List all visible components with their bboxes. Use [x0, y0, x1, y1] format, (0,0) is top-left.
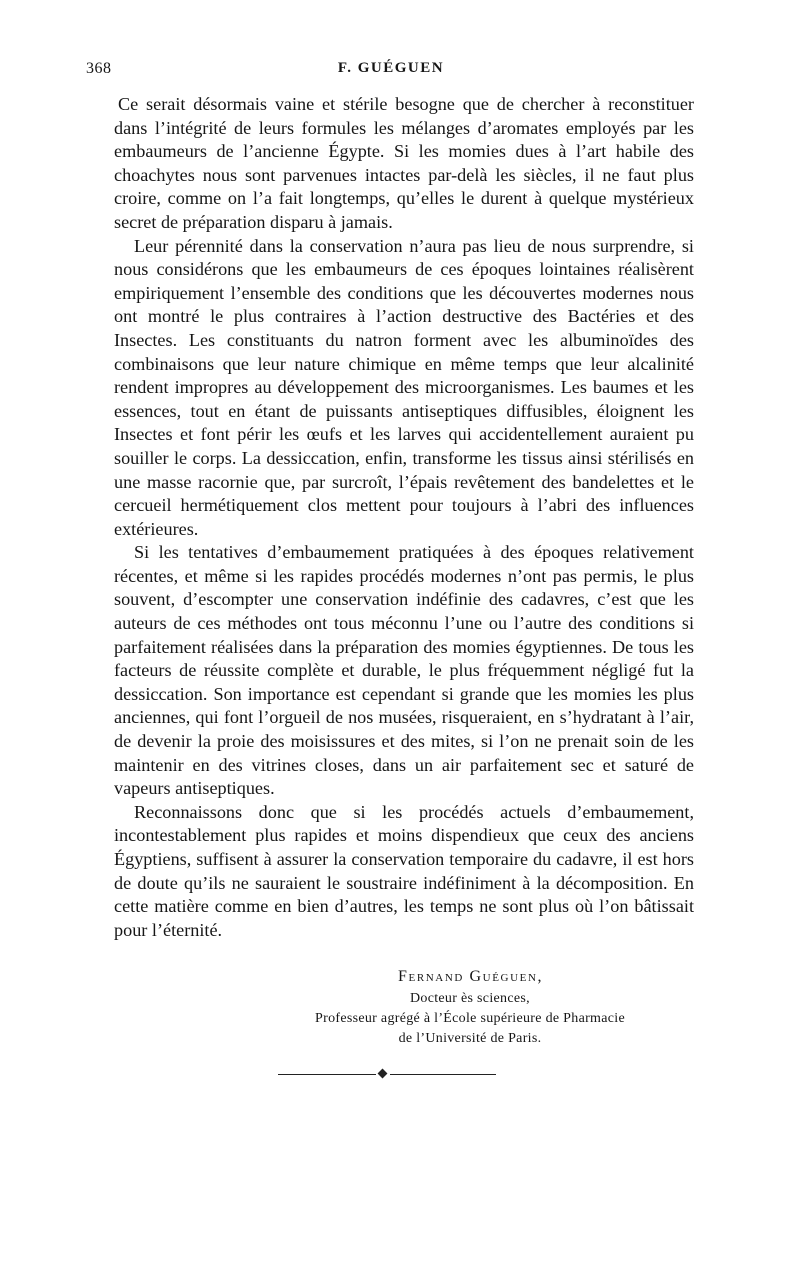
- signature-position: Professeur agrégé à l’École supérieure de Pharmacie: [315, 1011, 625, 1026]
- running-header: [86, 60, 696, 84]
- signature-degree: Docteur ès sciences,: [410, 991, 530, 1006]
- ornament-rule-right: [390, 1074, 496, 1075]
- paragraph-2: Leur pérennité dans la conservation n’aura pas lieu de nous surprendre, si nous considérons que les embaumeurs de ces époques lointaines réalisèrent empiriquement l’ensemble des conditions que les découvertes modernes nous ont montré le plus contraires à l’action destructive des Bactéries et des Insectes. Les constituants du natron forment avec les albuminoïdes des combinaisons que leur nature chimique en même temps que leur alcalinité rendent impropres au développement des microorganismes. Les baumes et les essences, tout en étant de puissants antiseptiques diffusibles, éloignent les Insectes et font périr les œufs et les larves qui accidentellement auraient pu souiller le corps. La dessiccation, enfin, transforme les tissus ainsi stérilisés en une masse racornie que, par surcroît, l’épais revêtement des bandelettes et le cercueil hermétiquement clos mettent pour toujours à l’abri des influences extérieures.: [114, 235, 694, 539]
- ornament-rule-left: [278, 1074, 376, 1075]
- signature-institution: de l’Université de Paris.: [398, 1031, 542, 1046]
- end-ornament: [278, 1067, 496, 1081]
- paragraph-3: Si les tentatives d’embaumement pratiquées à des époques relativement récentes, et même si les rapides procédés modernes n’ont pas permis, le plus souvent, d’escompter une conservation indéfinie des cadavres, c’est que les auteurs de ces méthodes ont tous méconnu l’une ou l’autre des conditions si parfaitement réalisées dans la préparation des momies égyptiennes. De tous les facteurs de réussite complète et durable, le plus fréquemment négligé fut la dessiccation. Son importance est cependant si grande que les momies les plus anciennes, qui font l’orgueil de nos musées, risqueraient, en s’hydratant à l’air, de devenir la proie des moisissures et des mites, si l’on ne prenait soin de les maintenir en des vitrines closes, dans un air parfaitement sec et saturé de vapeurs antiseptiques.: [114, 542, 694, 799]
- author-signature: [250, 965, 690, 1049]
- running-author: F. GUÉGUEN: [337, 60, 445, 76]
- paragraph-1: Ce serait désormais vaine et stérile besogne que de chercher à reconstituer dans l’intégrité de leurs formules les mélanges d’aromates employés par les embaumeurs de l’ancienne Égypte. Si les momies dues à l’art habile des choachytes nous sont parvenues intactes par-delà les siècles, il ne faut plus croire, comme on l’a fait longtemps, qu’elles le durent à quelque mystérieux secret de préparation disparu à jamais.: [114, 94, 694, 232]
- signature-name: Fernand Guéguen,: [398, 968, 544, 985]
- article-body: [114, 93, 694, 942]
- paragraph-4: Reconnaissons donc que si les procédés actuels d’embaumement, incontestablement plus rapides et moins dispendieux que ceux des anciens Égyptiens, suffisent à assurer la conservation temporaire du cadavre, il est hors de doute qu’ils ne sauraient le soustraire indéfiniment à la décomposition. En cette matière comme en bien d’autres, les temps ne sont plus où l’on bâtissait pour l’éternité.: [114, 801, 694, 940]
- diamond-icon: [378, 1069, 388, 1079]
- page-number: 368: [86, 60, 112, 77]
